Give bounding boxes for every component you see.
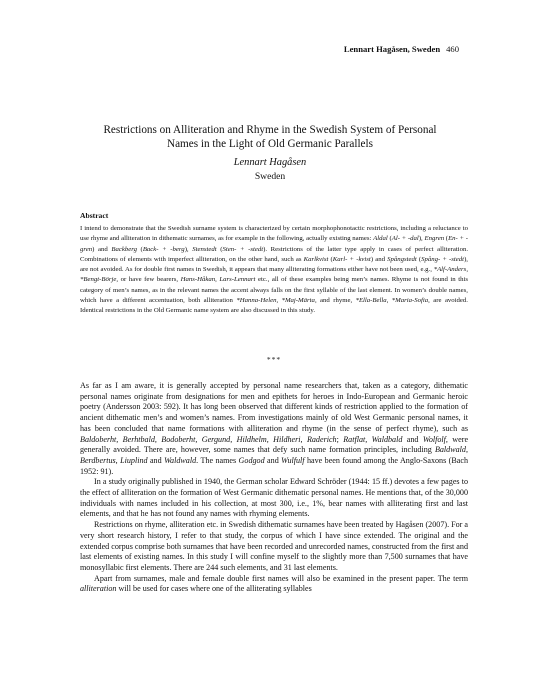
author-name: Lennart Hagåsen (233, 157, 307, 168)
body-segment-italic: alliteration (80, 584, 117, 594)
abstract-segment-italic: Sten- + -stedt (222, 245, 264, 253)
body-segment-text: Restrictions on rhyme, alliteration etc. in Swedish dithematic surnames have been treated by Hagåsen (2007). For a very short research history, I refer to that study, the corpus of which I have since extended. The original and the extended corpus comprise both surnames that have been recorded and unrecorded names, constructed from the first and last elements of existing names. In this study I will confine myself to the slightly more than 7,500 surnames that have monosyllabic first elements. There are 244 such elements, and 31 last elements. (80, 520, 468, 572)
body-segment-text: and (264, 455, 282, 465)
abstract-text (80, 224, 468, 317)
body-paragraph (80, 574, 468, 595)
abstract-segment-italic: Stenstedt (192, 245, 217, 253)
abstract-segment-italic: *Hanna-Helen (236, 297, 277, 305)
body-segment-italic: Berhtbald (122, 434, 155, 444)
running-head-author: Lennart Hagåsen, Sweden (343, 44, 441, 54)
abstract-segment-italic: Spång- + -stedt (421, 255, 465, 263)
abstract-segment-italic: Back- + -berg (142, 245, 185, 253)
body-segment-text: ; (336, 434, 344, 444)
body-segment-text: and (147, 455, 165, 465)
body-segment-italic: Waldbald (371, 434, 403, 444)
body-segment-text: , were generally avoided. There are, however, some names that defy such name formation principles, including (80, 434, 469, 455)
abstract-segment-italic: *Alf-Anders (433, 266, 467, 274)
body-segment-italic: Hildheri (273, 434, 301, 444)
abstract-segment-italic: Karl- + -kvist (332, 255, 371, 263)
author-affiliation: Sweden (254, 171, 286, 182)
body-segment-italic: Wolfolf (422, 434, 446, 444)
body-segment-italic: Wulfulf (281, 455, 305, 465)
abstract-segment-text: ) and (370, 255, 388, 263)
paper-title: Restrictions on Alliteration and Rhyme in the Swedish System of Personal Names in the Light of Old Germanic Parallels (103, 124, 437, 150)
body-text (80, 381, 468, 595)
body-segment-text: and (402, 434, 423, 444)
abstract-heading: Abstract (80, 211, 109, 220)
page-number: 460 (446, 44, 459, 54)
abstract-segment-italic: Backberg (111, 245, 137, 253)
body-segment-text: , (116, 434, 123, 444)
body-segment-text: , (365, 434, 372, 444)
body-segment-text: Apart from surnames, male and female double first names will also be examined in the present paper. The term (94, 573, 468, 583)
body-segment-text: , (230, 434, 237, 444)
body-segment-italic: Ratflat (343, 434, 366, 444)
body-segment-italic: Raderich (306, 434, 337, 444)
abstract-segment-text: , (466, 266, 468, 274)
body-segment-italic: Liuplind (120, 455, 148, 465)
body-segment-text: will be used for cases where one of the alliterating syllables (116, 584, 312, 594)
section-separator: *** (266, 355, 282, 364)
abstract-segment-text: ), (184, 245, 193, 253)
abstract-segment-text: ), are not avoided. As for double first names in Swedish, it appears that many alliterating formations either have not been used, e.g., (80, 255, 468, 274)
abstract-segment-text: , are avoided. Identical restrictions in the Old Germanic name system are also discussed in this study. (80, 297, 468, 315)
abstract-segment-italic: Engren (424, 235, 445, 243)
abstract-segment-italic: *Maria-Sofia (391, 297, 429, 305)
abstract-segment-text: ( (387, 235, 392, 243)
body-segment-text: , (465, 445, 468, 455)
body-segment-italic: Gergund (201, 434, 231, 444)
body-paragraph (80, 520, 468, 574)
abstract-segment-text: ( (416, 255, 422, 263)
body-segment-italic: Bodoberht (161, 434, 196, 444)
body-segment-text: , (266, 434, 274, 444)
body-paragraph (80, 381, 468, 477)
abstract-segment-text: ( (444, 235, 449, 243)
body-segment-italic: Berdbertus (80, 455, 116, 465)
abstract-segment-italic: Hans-Håkan (180, 276, 216, 284)
abstract-segment-text: , or have few bearers, (116, 276, 181, 284)
body-paragraph (80, 477, 468, 520)
abstract-segment-italic: Aldal (373, 235, 388, 243)
abstract-segment-italic: En- + -gren (80, 235, 469, 253)
body-segment-text: , (300, 434, 307, 444)
abstract-segment-text: , (215, 276, 220, 284)
abstract-segment-text: ). Restrictions of the latter type apply in cases of perfect alliteration. Combinations of elements with imperfect alliteration, on the other hand, such as (80, 245, 469, 263)
body-segment-italic: Waldwald (164, 455, 197, 465)
abstract-segment-text: ) and (92, 245, 112, 253)
abstract-segment-italic: Al- + -dal (391, 235, 419, 243)
abstract-segment-italic: Spångstedt (387, 255, 417, 263)
abstract-segment-text: , (276, 297, 282, 305)
body-segment-text: have been found among the Anglo-Saxons (Bach 1952: 91). (80, 455, 468, 476)
body-segment-text: As far as I am aware, it is generally accepted by personal name researchers that, taken as a category, dithematic personal names originate from designations for men and epithets for heroes in Indo-European and Germanic heroic poetry (Andersson 2003: 592). It has long been observed that different kinds of restriction applied to the formation of ancient dithematic men’s and women’s names. From investigations mainly of old West Germanic personal names, it has been concluded that name formations with alliteration and rhyme (in the sense of perfect rhyme), such as (80, 381, 468, 433)
body-segment-text: , (154, 434, 162, 444)
abstract-segment-text: , (386, 297, 392, 305)
body-segment-text: , (195, 434, 202, 444)
body-segment-italic: Godgod (238, 455, 265, 465)
abstract-segment-italic: *Ella-Bella (355, 297, 387, 305)
running-head (344, 44, 459, 54)
abstract-segment-italic: Lars-Lennart (219, 276, 256, 284)
abstract-segment-text: ( (328, 255, 333, 263)
body-segment-italic: Baldoberht (80, 434, 117, 444)
abstract-segment-text: I intend to demonstrate that the Swedish surname system is characterized by certain morphophonotactic restrictions, including a reluctance to use rhyme and alliteration in dithematic surnames, as for example in the following, actually existing names: (80, 225, 468, 243)
body-segment-text: , (115, 455, 121, 465)
abstract-segment-italic: Karlkvist (303, 255, 329, 263)
body-segment-text: . The names (196, 455, 239, 465)
body-segment-italic: Baldwald (434, 445, 466, 455)
abstract-segment-italic: *Maj-Märta (281, 297, 315, 305)
body-segment-italic: Hildhelm (236, 434, 267, 444)
abstract-segment-text: etc., all of these examples being men’s names. Rhyme is not found in this category of men’s names, as in the relevant names the accent always falls on the first syllable of the last element. In women’s double names, which have a different accentuation, both alliteration (80, 276, 469, 305)
abstract-segment-text: ( (136, 245, 143, 253)
abstract-segment-text: , and rhyme, (314, 297, 356, 305)
abstract-segment-text: ), (418, 235, 425, 243)
abstract-segment-text: ( (216, 245, 223, 253)
body-segment-text: In a study originally published in 1940, the German scholar Edward Schröder (1944: 15 ff.) devotes a few pages to the effect of alliteration on the formation of West Germanic dithematic personal names. He mentions that, of the 30,000 individuals with names included in his collection, at most 300, i.e., 1%, bear names with alliterating first and last elements, and that he has not found any names with rhyming elements. (80, 477, 468, 519)
abstract-segment-italic: *Bengt-Börje (80, 276, 117, 284)
